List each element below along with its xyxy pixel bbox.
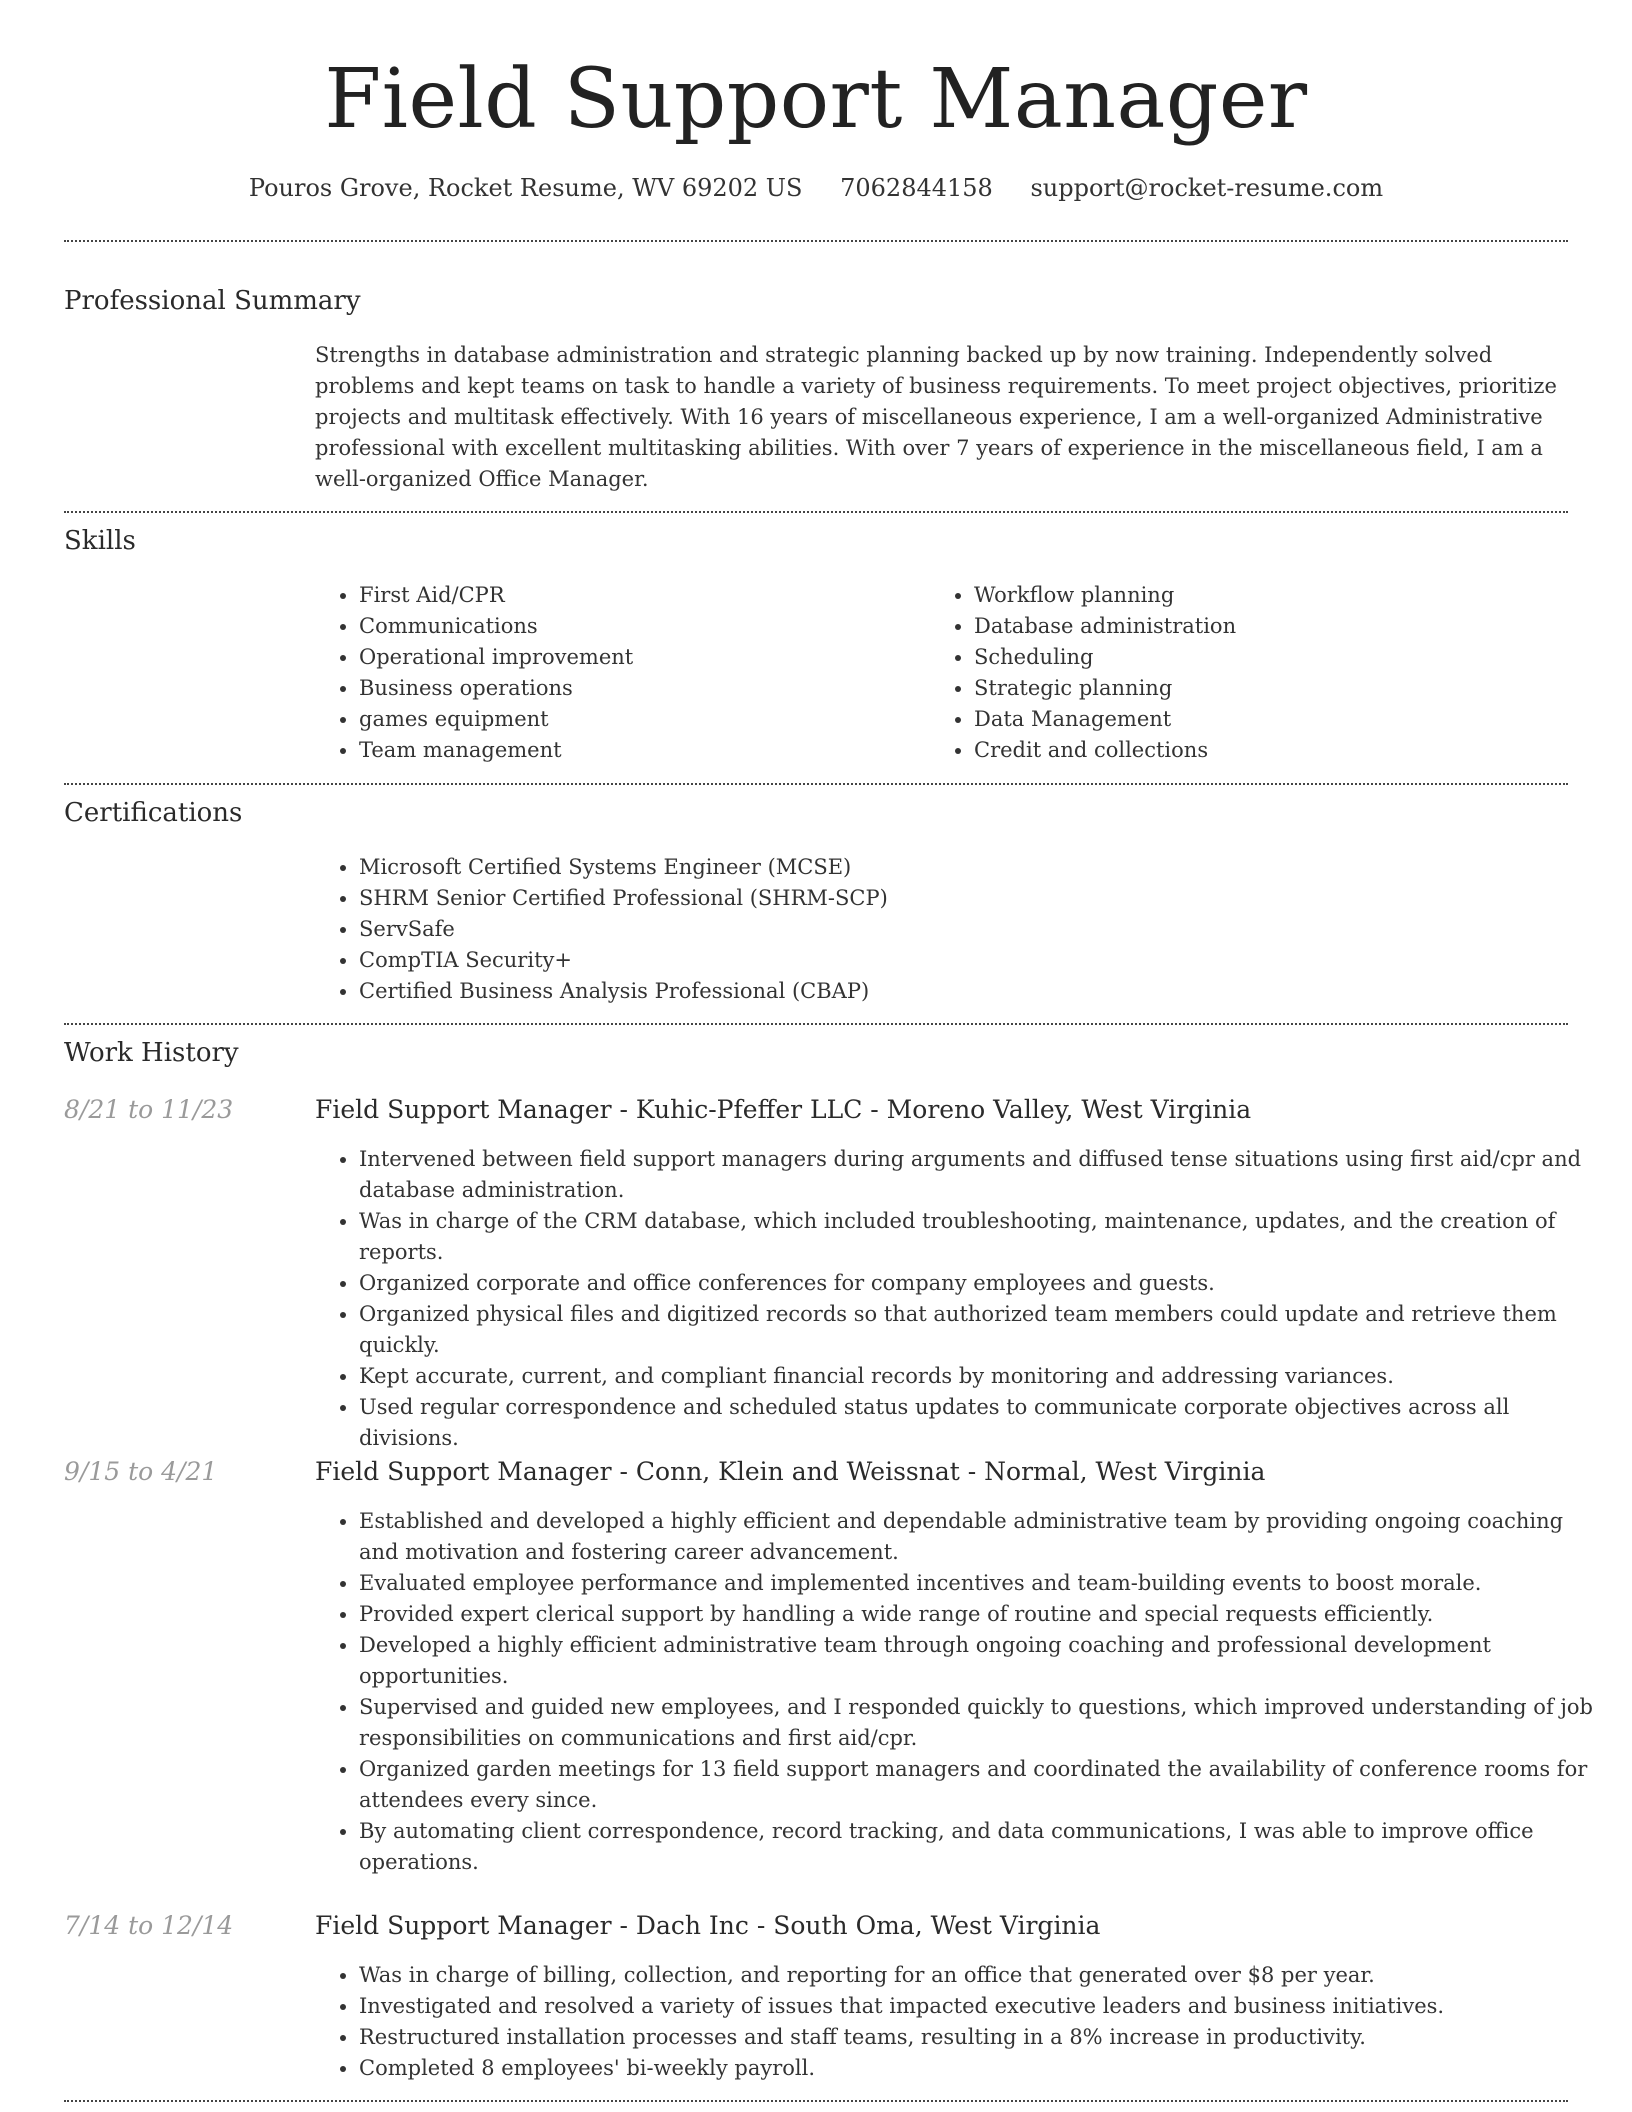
resume-name: Field Support Manager	[324, 52, 1308, 147]
job-bullet: • Was in charge of billing, collection, and reporting for an office that generated over $8 per year.	[359, 1960, 1609, 1991]
skill-item: • Operational improvement	[359, 642, 919, 673]
certification-item: • ServSafe	[359, 914, 1559, 945]
job-bullet: • Organized physical files and digitized records so that authorized team members could update and retrieve them quickly.	[359, 1299, 1609, 1361]
certification-item: • Microsoft Certified Systems Engineer (MCSE)	[359, 852, 1559, 883]
section-title-certifications: Certifications	[64, 798, 243, 828]
job-dates: 9/15 to 4/21	[64, 1457, 218, 1486]
job-bullet: • Developed a highly efficient administrative team through ongoing coaching and professional development opportunities.	[359, 1630, 1609, 1692]
skills-list-left	[315, 580, 919, 766]
contact-line	[0, 172, 1632, 204]
skill-item: • Database administration	[974, 611, 1574, 642]
job-title: Field Support Manager - Kuhic-Pfeffer LLC - Moreno Valley, West Virginia	[315, 1095, 1252, 1124]
job-bullet: • Provided expert clerical support by handling a wide range of routine and special requests efficiently.	[359, 1599, 1609, 1630]
job-bullet: • Used regular correspondence and scheduled status updates to communicate corporate objectives across all divisions.	[359, 1392, 1609, 1454]
job-bullet: • Investigated and resolved a variety of issues that impacted executive leaders and business initiatives.	[359, 1991, 1609, 2022]
skill-item: • Credit and collections	[974, 735, 1574, 766]
job-bullet: • By automating client correspondence, record tracking, and data communications, I was able to improve office operations.	[359, 1816, 1609, 1878]
job-bullets	[315, 1144, 1609, 1454]
job-title: Field Support Manager - Conn, Klein and Weissnat - Normal, West Virginia	[315, 1457, 1266, 1486]
divider	[64, 511, 1568, 513]
skill-item: • Communications	[359, 611, 919, 642]
divider	[64, 783, 1568, 785]
certification-item: • CompTIA Security+	[359, 945, 1559, 976]
divider	[64, 1023, 1568, 1025]
job-title: Field Support Manager - Dach Inc - South Oma, West Virginia	[315, 1911, 1101, 1940]
certification-item: • Certified Business Analysis Professional (CBAP)	[359, 976, 1559, 1007]
job-bullet: • Evaluated employee performance and implemented incentives and team-building events to boost morale.	[359, 1568, 1609, 1599]
section-title-summary: Professional Summary	[64, 286, 361, 316]
contact-email[interactable]: support@rocket-resume.com	[1030, 174, 1384, 202]
job-dates: 7/14 to 12/14	[64, 1911, 234, 1940]
section-title-work: Work History	[64, 1038, 239, 1068]
job-dates: 8/21 to 11/23	[64, 1095, 234, 1124]
job-bullets	[315, 1506, 1609, 1878]
job-bullet: • Organized garden meetings for 13 field support managers and coordinated the availability of conference rooms for attendees every since.	[359, 1754, 1609, 1816]
job-bullets	[315, 1960, 1609, 2084]
skill-item: • Team management	[359, 735, 919, 766]
contact-phone: 7062844158	[840, 174, 993, 202]
job-bullet: • Intervened between field support managers during arguments and diffused tense situations using first aid/cpr and database administration.	[359, 1144, 1609, 1206]
summary-text: Strengths in database administration and strategic planning backed up by now training. Independently solved problems and kept teams on task to handle a variety of business requirements. To meet project objectives, prioritize projects and multitask effectively. With 16 years of miscellaneous experience, I am a well-organized Administrative professional with excellent multitasking abilities. With over 7 years of experience in the miscellaneous field, I am a well-organized Office Manager.	[315, 343, 1557, 491]
certification-item: • SHRM Senior Certified Professional (SHRM-SCP)	[359, 883, 1559, 914]
certifications-list	[315, 852, 1559, 1007]
job-bullet: • Restructured installation processes and staff teams, resulting in a 8% increase in productivity.	[359, 2022, 1609, 2053]
job-bullet: • Was in charge of the CRM database, which included troubleshooting, maintenance, updates, and the creation of reports.	[359, 1206, 1609, 1268]
skill-item: • Workflow planning	[974, 580, 1574, 611]
skill-item: • Data Management	[974, 704, 1574, 735]
skill-item: • games equipment	[359, 704, 919, 735]
job-bullet: • Kept accurate, current, and compliant financial records by monitoring and addressing variances.	[359, 1361, 1609, 1392]
job-bullet: • Established and developed a highly efficient and dependable administrative team by providing ongoing coaching and motivation and fostering career advancement.	[359, 1506, 1609, 1568]
skill-item: • Scheduling	[974, 642, 1574, 673]
skills-list-right	[930, 580, 1574, 766]
divider	[64, 240, 1568, 242]
skill-item: • Strategic planning	[974, 673, 1574, 704]
divider	[64, 2100, 1568, 2102]
skill-item: • First Aid/CPR	[359, 580, 919, 611]
section-title-skills: Skills	[64, 526, 136, 556]
job-bullet: • Completed 8 employees' bi-weekly payroll.	[359, 2053, 1609, 2084]
skill-item: • Business operations	[359, 673, 919, 704]
job-bullet: • Supervised and guided new employees, and I responded quickly to questions, which improved understanding of job responsibilities on communications and first aid/cpr.	[359, 1692, 1609, 1754]
job-bullet: • Organized corporate and office conferences for company employees and guests.	[359, 1268, 1609, 1299]
contact-address: Pouros Grove, Rocket Resume, WV 69202 US	[248, 174, 803, 202]
